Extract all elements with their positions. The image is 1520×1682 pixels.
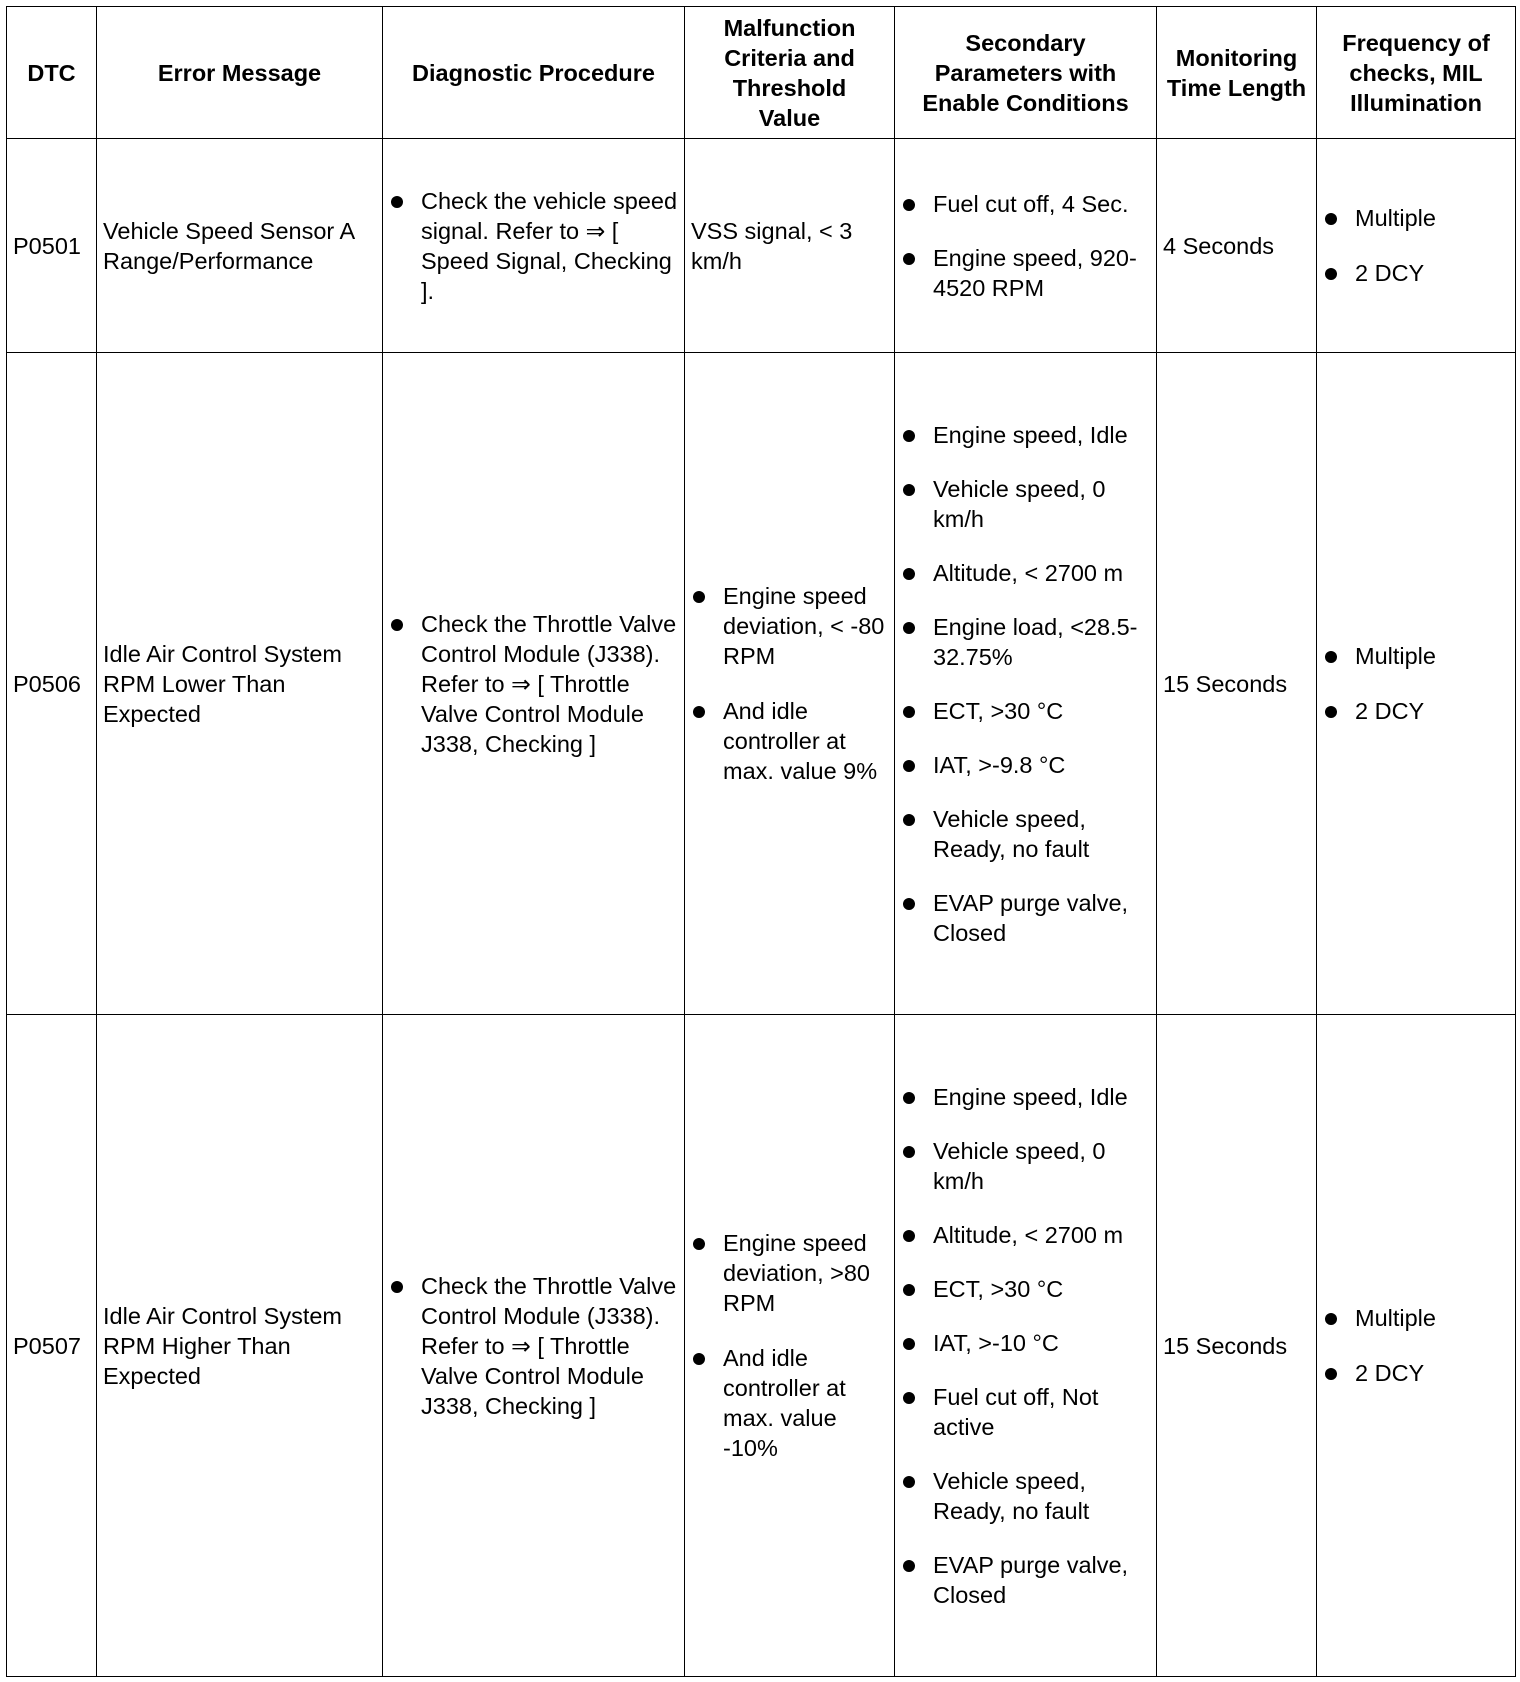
list-item: And idle controller at max. value -10% — [691, 1343, 889, 1463]
bullet-icon — [1325, 651, 1337, 663]
list-item: Engine speed deviation, < -80 RPM — [691, 581, 889, 671]
bullet-icon — [693, 1353, 705, 1365]
list-item: Multiple — [1323, 203, 1510, 233]
table-row — [7, 353, 1516, 1015]
list-item: 2 DCY — [1323, 1358, 1510, 1388]
error-message: Idle Air Control System RPM Lower Than Expected — [97, 353, 383, 1015]
list-item: 2 DCY — [1323, 696, 1510, 726]
bullet-icon — [903, 1338, 915, 1350]
list-item: Altitude, < 2700 m — [901, 1220, 1151, 1250]
table-row — [7, 139, 1516, 353]
bullet-icon — [903, 706, 915, 718]
list-item: Vehicle speed, Ready, no fault — [901, 804, 1151, 864]
diagnostic-procedure — [383, 139, 685, 353]
list-item: EVAP purge valve, Closed — [901, 888, 1151, 948]
bullet-icon — [1325, 268, 1337, 280]
list-item: Engine speed deviation, >80 RPM — [691, 1228, 889, 1318]
list-item: Check the Throttle Valve Control Module (J338). Refer to ⇒ [ Throttle Valve Control Module J338, Checking ] — [389, 609, 679, 759]
bullet-icon — [903, 1392, 915, 1404]
header-malfunction-criteria: Malfunction Criteria and Threshold Value — [685, 7, 895, 139]
dtc-code: P0501 — [7, 139, 97, 353]
list-item: IAT, >-10 °C — [901, 1328, 1151, 1358]
monitoring-time: 15 Seconds — [1157, 1015, 1317, 1677]
header-diagnostic-procedure: Diagnostic Procedure — [383, 7, 685, 139]
error-message: Vehicle Speed Sensor A Range/Performance — [97, 139, 383, 353]
bullet-icon — [903, 1146, 915, 1158]
list-item: Engine speed, 920-4520 RPM — [901, 243, 1151, 303]
bullet-icon — [903, 430, 915, 442]
list-item: And idle controller at max. value 9% — [691, 696, 889, 786]
bullet-icon — [1325, 706, 1337, 718]
table-header-row — [7, 7, 1516, 139]
diagnostic-procedure — [383, 353, 685, 1015]
list-item: Check the Throttle Valve Control Module (J338). Refer to ⇒ [ Throttle Valve Control Module J338, Checking ] — [389, 1271, 679, 1421]
header-error-message: Error Message — [97, 7, 383, 139]
list-item: Fuel cut off, Not active — [901, 1382, 1151, 1442]
bullet-icon — [903, 199, 915, 211]
list-item: Vehicle speed, 0 km/h — [901, 1136, 1151, 1196]
bullet-icon — [391, 196, 403, 208]
list-item: ECT, >30 °C — [901, 1274, 1151, 1304]
bullet-icon — [903, 1092, 915, 1104]
secondary-parameters — [895, 1015, 1157, 1677]
dtc-code: P0507 — [7, 1015, 97, 1677]
bullet-icon — [693, 591, 705, 603]
frequency — [1317, 1015, 1516, 1677]
bullet-icon — [903, 1476, 915, 1488]
bullet-icon — [391, 1281, 403, 1293]
bullet-icon — [693, 706, 705, 718]
bullet-icon — [903, 253, 915, 265]
bullet-icon — [693, 1238, 705, 1250]
diagnostic-procedure — [383, 1015, 685, 1677]
list-item: Engine speed, Idle — [901, 1082, 1151, 1112]
header-frequency: Frequency of checks, MIL Illumination — [1317, 7, 1516, 139]
bullet-icon — [903, 760, 915, 772]
secondary-parameters — [895, 353, 1157, 1015]
bullet-icon — [903, 484, 915, 496]
bullet-icon — [903, 1230, 915, 1242]
table-row — [7, 1015, 1516, 1677]
list-item: IAT, >-9.8 °C — [901, 750, 1151, 780]
bullet-icon — [1325, 1368, 1337, 1380]
list-item: ECT, >30 °C — [901, 696, 1151, 726]
bullet-icon — [391, 619, 403, 631]
list-item: Vehicle speed, Ready, no fault — [901, 1466, 1151, 1526]
list-item: EVAP purge valve, Closed — [901, 1550, 1151, 1610]
list-item: 2 DCY — [1323, 258, 1510, 288]
bullet-icon — [1325, 1313, 1337, 1325]
bullet-icon — [1325, 213, 1337, 225]
bullet-icon — [903, 1284, 915, 1296]
error-message: Idle Air Control System RPM Higher Than Expected — [97, 1015, 383, 1677]
frequency — [1317, 353, 1516, 1015]
malfunction-criteria — [685, 353, 895, 1015]
header-monitoring-time: Monitoring Time Length — [1157, 7, 1317, 139]
list-item: Engine load, <28.5-32.75% — [901, 612, 1151, 672]
malfunction-criteria — [685, 1015, 895, 1677]
list-item: Fuel cut off, 4 Sec. — [901, 189, 1151, 219]
list-item: Vehicle speed, 0 km/h — [901, 474, 1151, 534]
header-dtc: DTC — [7, 7, 97, 139]
list-item: Multiple — [1323, 641, 1510, 671]
dtc-code: P0506 — [7, 353, 97, 1015]
bullet-icon — [903, 622, 915, 634]
frequency — [1317, 139, 1516, 353]
list-item: Altitude, < 2700 m — [901, 558, 1151, 588]
list-item: Check the vehicle speed signal. Refer to ⇒ [ Speed Signal, Checking ]. — [389, 186, 679, 306]
bullet-icon — [903, 814, 915, 826]
bullet-icon — [903, 898, 915, 910]
bullet-icon — [903, 568, 915, 580]
list-item: Multiple — [1323, 1303, 1510, 1333]
secondary-parameters — [895, 139, 1157, 353]
malfunction-criteria: VSS signal, < 3 km/h — [685, 139, 895, 353]
list-item: Engine speed, Idle — [901, 420, 1151, 450]
dtc-table — [6, 6, 1516, 1677]
monitoring-time: 4 Seconds — [1157, 139, 1317, 353]
monitoring-time: 15 Seconds — [1157, 353, 1317, 1015]
header-secondary-parameters: Secondary Parameters with Enable Conditions — [895, 7, 1157, 139]
bullet-icon — [903, 1560, 915, 1572]
